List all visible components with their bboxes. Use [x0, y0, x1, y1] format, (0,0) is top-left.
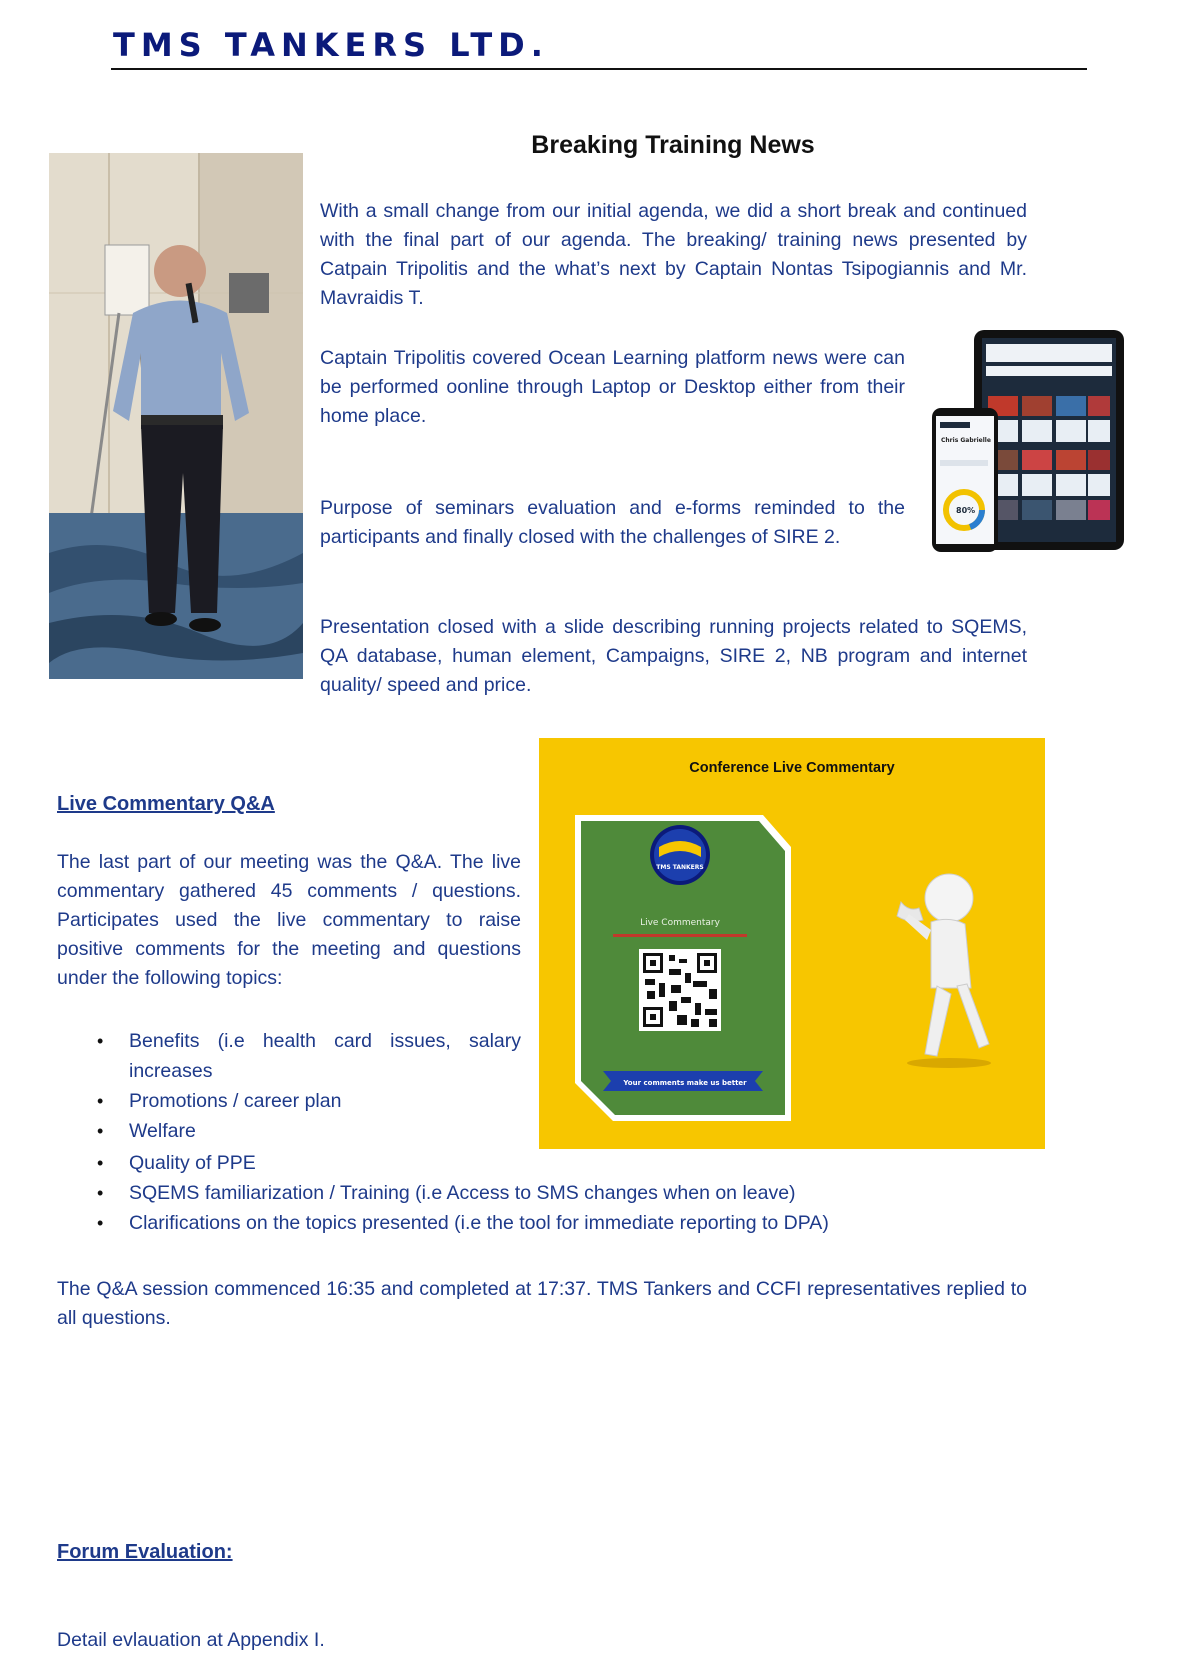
topic-item: • Promotions / career plan	[57, 1086, 1057, 1116]
projects-paragraph: Presentation closed with a slide describing running projects related to SQEMS, QA database, human element, Campaigns, SIRE 2, NB program and internet quality/ speed and price.	[320, 616, 1027, 696]
company-name: TMS TANKERS LTD.	[113, 26, 549, 64]
evaluation-paragraph: Purpose of seminars evaluation and e-forms reminded to the participants and finally closed with the challenges of SIRE 2.	[320, 497, 905, 548]
platform-paragraph: Captain Tripolitis covered Ocean Learning platform news were can be performed oonline through Laptop or Desktop either from their home place.	[320, 347, 905, 427]
card-label: Live Commentary	[640, 918, 720, 928]
qa-intro: The last part of our meeting was the Q&A. The live commentary gathered 45 comments / questions. Participates used the live commentary to raise positive comments for the meeting and questions under the following topics:	[57, 851, 521, 989]
topic-item: • Quality of PPE	[57, 1148, 1057, 1178]
bullet-icon: •	[97, 1091, 104, 1111]
intro-paragraph: With a small change from our initial agenda, we did a short break and continued with the final part of our agenda. The breaking/ training news presented by Catpain Tripolitis and the what’s next by Captain Nontas Tsipogiannis and Mr. Mavraidis T.	[320, 200, 1027, 309]
card-brand: TMS TANKERS	[656, 864, 704, 871]
phone-name: Chris Gabrielle	[941, 437, 991, 444]
topic-item: • Welfare	[57, 1116, 1057, 1146]
bullet-icon: •	[97, 1121, 104, 1141]
phone-progress: 80%	[956, 506, 976, 515]
topic-item: • Benefits (i.e health card issues, salary increases	[57, 1026, 521, 1086]
topics-list	[57, 1026, 1057, 1238]
topic-item: • Clarifications on the topics presented (i.e the tool for immediate reporting to DPA)	[57, 1208, 1057, 1238]
forum-heading: Forum Evaluation:	[57, 1541, 233, 1563]
bullet-icon: •	[97, 1183, 104, 1203]
topic-item: • SQEMS familiarization / Training (i.e Access to SMS changes when on leave)	[57, 1178, 1057, 1208]
qa-heading: Live Commentary Q&A	[57, 793, 275, 815]
qa-closing: The Q&A session commenced 16:35 and completed at 17:37. TMS Tankers and CCFI representatives replied to all questions.	[57, 1278, 1027, 1329]
bullet-icon: •	[97, 1031, 104, 1051]
section-title: Breaking Training News	[531, 131, 815, 159]
devices-image	[932, 330, 1124, 552]
card-banner: Your comments make us better	[623, 1079, 747, 1087]
header-divider	[111, 68, 1087, 70]
presenter-photo	[49, 153, 303, 679]
poster-title: Conference Live Commentary	[689, 760, 895, 776]
bullet-icon: •	[97, 1213, 104, 1233]
bullet-icon: •	[97, 1153, 104, 1173]
forum-detail: Detail evlauation at Appendix I.	[57, 1629, 325, 1651]
